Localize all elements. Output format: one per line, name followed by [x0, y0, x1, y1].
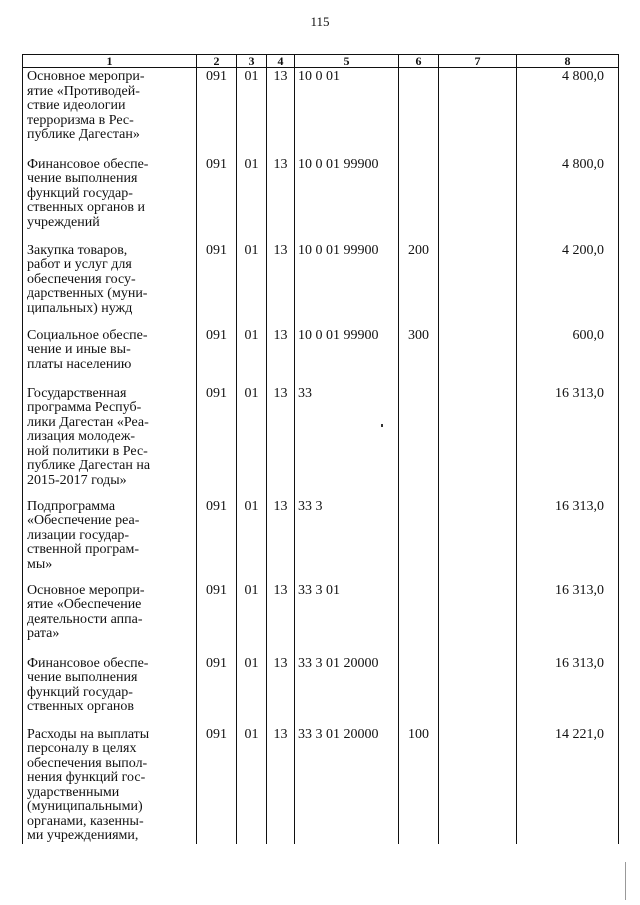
row-name-line: лизации государ-	[27, 527, 130, 543]
amount-value: 16 313,0	[517, 655, 619, 726]
row-name-line: Государственная	[27, 385, 127, 401]
section-code: 01	[237, 385, 267, 498]
amount-value: 4 800,0	[517, 68, 619, 156]
expense-type-code: 300	[399, 327, 439, 385]
row-name-line: программа Респуб-	[27, 400, 142, 415]
row-name-line: лики Дагестан «Реа-	[27, 414, 149, 430]
row-name-line: ствие идеологии	[27, 98, 126, 113]
ministry-code: 091	[197, 68, 237, 156]
row-name-line: ми учреждениями,	[27, 828, 139, 843]
row-name-line: ной политики в Рес-	[27, 443, 148, 459]
column-header-8: 8	[517, 55, 619, 68]
row-name-line: рата»	[27, 626, 60, 641]
row-name-line: (муниципальными)	[27, 799, 143, 814]
expense-type-code	[399, 156, 439, 242]
ministry-code: 091	[197, 242, 237, 327]
subsection-code: 13	[267, 385, 295, 498]
target-item-code: 33 3 01	[295, 582, 399, 655]
row-name-line: обеспечения госу-	[27, 271, 136, 287]
ministry-code: 091	[197, 327, 237, 385]
table-row	[23, 498, 619, 582]
row-name-line: деятельности аппа-	[27, 611, 143, 627]
target-item-code: 33 3	[295, 498, 399, 582]
row-name-line: Основное меропри-	[27, 69, 145, 84]
row-name-cell	[23, 68, 197, 156]
amount-value: 16 313,0	[517, 385, 619, 498]
expense-type-code: 100	[399, 726, 439, 844]
target-item-code: 33 3 01 20000	[295, 726, 399, 844]
section-code: 01	[237, 726, 267, 844]
table-row	[23, 68, 619, 156]
subsection-code: 13	[267, 242, 295, 327]
row-name-line: чение и иные вы-	[27, 342, 131, 357]
row-name-line: функций государ-	[27, 684, 133, 700]
section-code: 01	[237, 68, 267, 156]
expense-type-code	[399, 655, 439, 726]
column-7-cell	[439, 582, 517, 655]
column-7-cell	[439, 385, 517, 498]
ministry-code: 091	[197, 156, 237, 242]
section-code: 01	[237, 498, 267, 582]
target-item-code: 10 0 01	[295, 68, 399, 156]
row-name-cell	[23, 156, 197, 242]
row-name-line: Расходы на выплаты	[27, 726, 150, 742]
row-name-cell	[23, 582, 197, 655]
table-row	[23, 655, 619, 726]
table-row	[23, 582, 619, 655]
row-name-line: Подпрограмма	[27, 498, 116, 514]
row-name-cell	[23, 385, 197, 498]
row-name-line: функций государ-	[27, 185, 133, 201]
row-name-line: обеспечения выпол-	[27, 755, 148, 771]
target-item-code: 33	[295, 385, 399, 498]
row-name-line: публике Дагестан на	[27, 458, 151, 473]
column-7-cell	[439, 498, 517, 582]
amount-value: 16 313,0	[517, 498, 619, 582]
row-name-line: ственной програм-	[27, 542, 140, 557]
ministry-code: 091	[197, 655, 237, 726]
column-7-cell	[439, 156, 517, 242]
row-name-line: ципальных) нужд	[27, 300, 133, 316]
budget-table	[22, 54, 619, 844]
row-name-line: терроризма в Рес-	[27, 112, 134, 128]
row-name-cell	[23, 726, 197, 844]
row-name-line: ятие «Противодей-	[27, 83, 140, 99]
table-row	[23, 327, 619, 385]
column-7-cell	[439, 242, 517, 327]
row-name-line: Финансовое обеспе-	[27, 655, 149, 671]
row-name-line: ятие «Обеспечение	[27, 597, 142, 612]
column-7-cell	[439, 655, 517, 726]
row-name-line: мы»	[27, 556, 53, 572]
table-header-row	[23, 55, 619, 68]
row-name-cell	[23, 498, 197, 582]
column-7-cell	[439, 68, 517, 156]
row-name-line: органами, казенны-	[27, 813, 144, 829]
row-name-line: нения функций гос-	[27, 770, 146, 785]
table-row	[23, 242, 619, 327]
target-item-code: 10 0 01 99900	[295, 242, 399, 327]
row-name-line: чение выполнения	[27, 670, 138, 685]
row-name-line: «Обеспечение реа-	[27, 513, 140, 528]
row-name-cell	[23, 655, 197, 726]
row-name-line: персоналу в целях	[27, 741, 137, 756]
subsection-code: 13	[267, 498, 295, 582]
expense-type-code	[399, 582, 439, 655]
page-number: 115	[310, 14, 330, 29]
scan-margin-mark	[625, 862, 626, 900]
column-header-4: 4	[267, 55, 295, 68]
amount-value: 600,0	[517, 327, 619, 385]
subsection-code: 13	[267, 156, 295, 242]
row-name-cell	[23, 327, 197, 385]
amount-value: 4 200,0	[517, 242, 619, 327]
section-code: 01	[237, 582, 267, 655]
row-name-line: Основное меропри-	[27, 582, 145, 598]
ministry-code: 091	[197, 726, 237, 844]
column-header-1: 1	[23, 55, 197, 68]
expense-type-code	[399, 68, 439, 156]
target-item-code: 10 0 01 99900	[295, 327, 399, 385]
row-name-line: лизация молодеж-	[27, 429, 136, 444]
column-7-cell	[439, 726, 517, 844]
row-name-line: платы населению	[27, 356, 132, 372]
expense-type-code	[399, 498, 439, 582]
row-name-line: работ и услуг для	[27, 257, 132, 272]
subsection-code: 13	[267, 655, 295, 726]
table-row	[23, 726, 619, 844]
row-name-line: дарственных (муни-	[27, 286, 148, 301]
row-name-line: 2015-2017 годы»	[27, 472, 127, 488]
table-row	[23, 385, 619, 498]
row-name-cell	[23, 242, 197, 327]
expense-type-code: 200	[399, 242, 439, 327]
column-7-cell	[439, 327, 517, 385]
scan-speck	[381, 424, 383, 427]
section-code: 01	[237, 242, 267, 327]
row-name-line: Социальное обеспе-	[27, 327, 148, 343]
subsection-code: 13	[267, 582, 295, 655]
subsection-code: 13	[267, 726, 295, 844]
ministry-code: 091	[197, 582, 237, 655]
section-code: 01	[237, 327, 267, 385]
expense-type-code	[399, 385, 439, 498]
column-header-2: 2	[197, 55, 237, 68]
subsection-code: 13	[267, 327, 295, 385]
subsection-code: 13	[267, 68, 295, 156]
column-header-6: 6	[399, 55, 439, 68]
column-header-5: 5	[295, 55, 399, 68]
column-header-3: 3	[237, 55, 267, 68]
ministry-code: 091	[197, 498, 237, 582]
target-item-code: 10 0 01 99900	[295, 156, 399, 242]
row-name-line: Финансовое обеспе-	[27, 156, 149, 172]
row-name-line: ударственными	[27, 784, 120, 800]
row-name-line: учреждений	[27, 214, 100, 230]
row-name-line: Закупка товаров,	[27, 242, 128, 258]
column-header-7: 7	[439, 55, 517, 68]
section-code: 01	[237, 156, 267, 242]
row-name-line: публике Дагестан»	[27, 127, 140, 142]
ministry-code: 091	[197, 385, 237, 498]
amount-value: 16 313,0	[517, 582, 619, 655]
target-item-code: 33 3 01 20000	[295, 655, 399, 726]
amount-value: 4 800,0	[517, 156, 619, 242]
section-code: 01	[237, 655, 267, 726]
row-name-line: ственных органов и	[27, 200, 146, 215]
table-row	[23, 156, 619, 242]
row-name-line: чение выполнения	[27, 171, 138, 186]
amount-value: 14 221,0	[517, 726, 619, 844]
row-name-line: ственных органов	[27, 699, 135, 714]
